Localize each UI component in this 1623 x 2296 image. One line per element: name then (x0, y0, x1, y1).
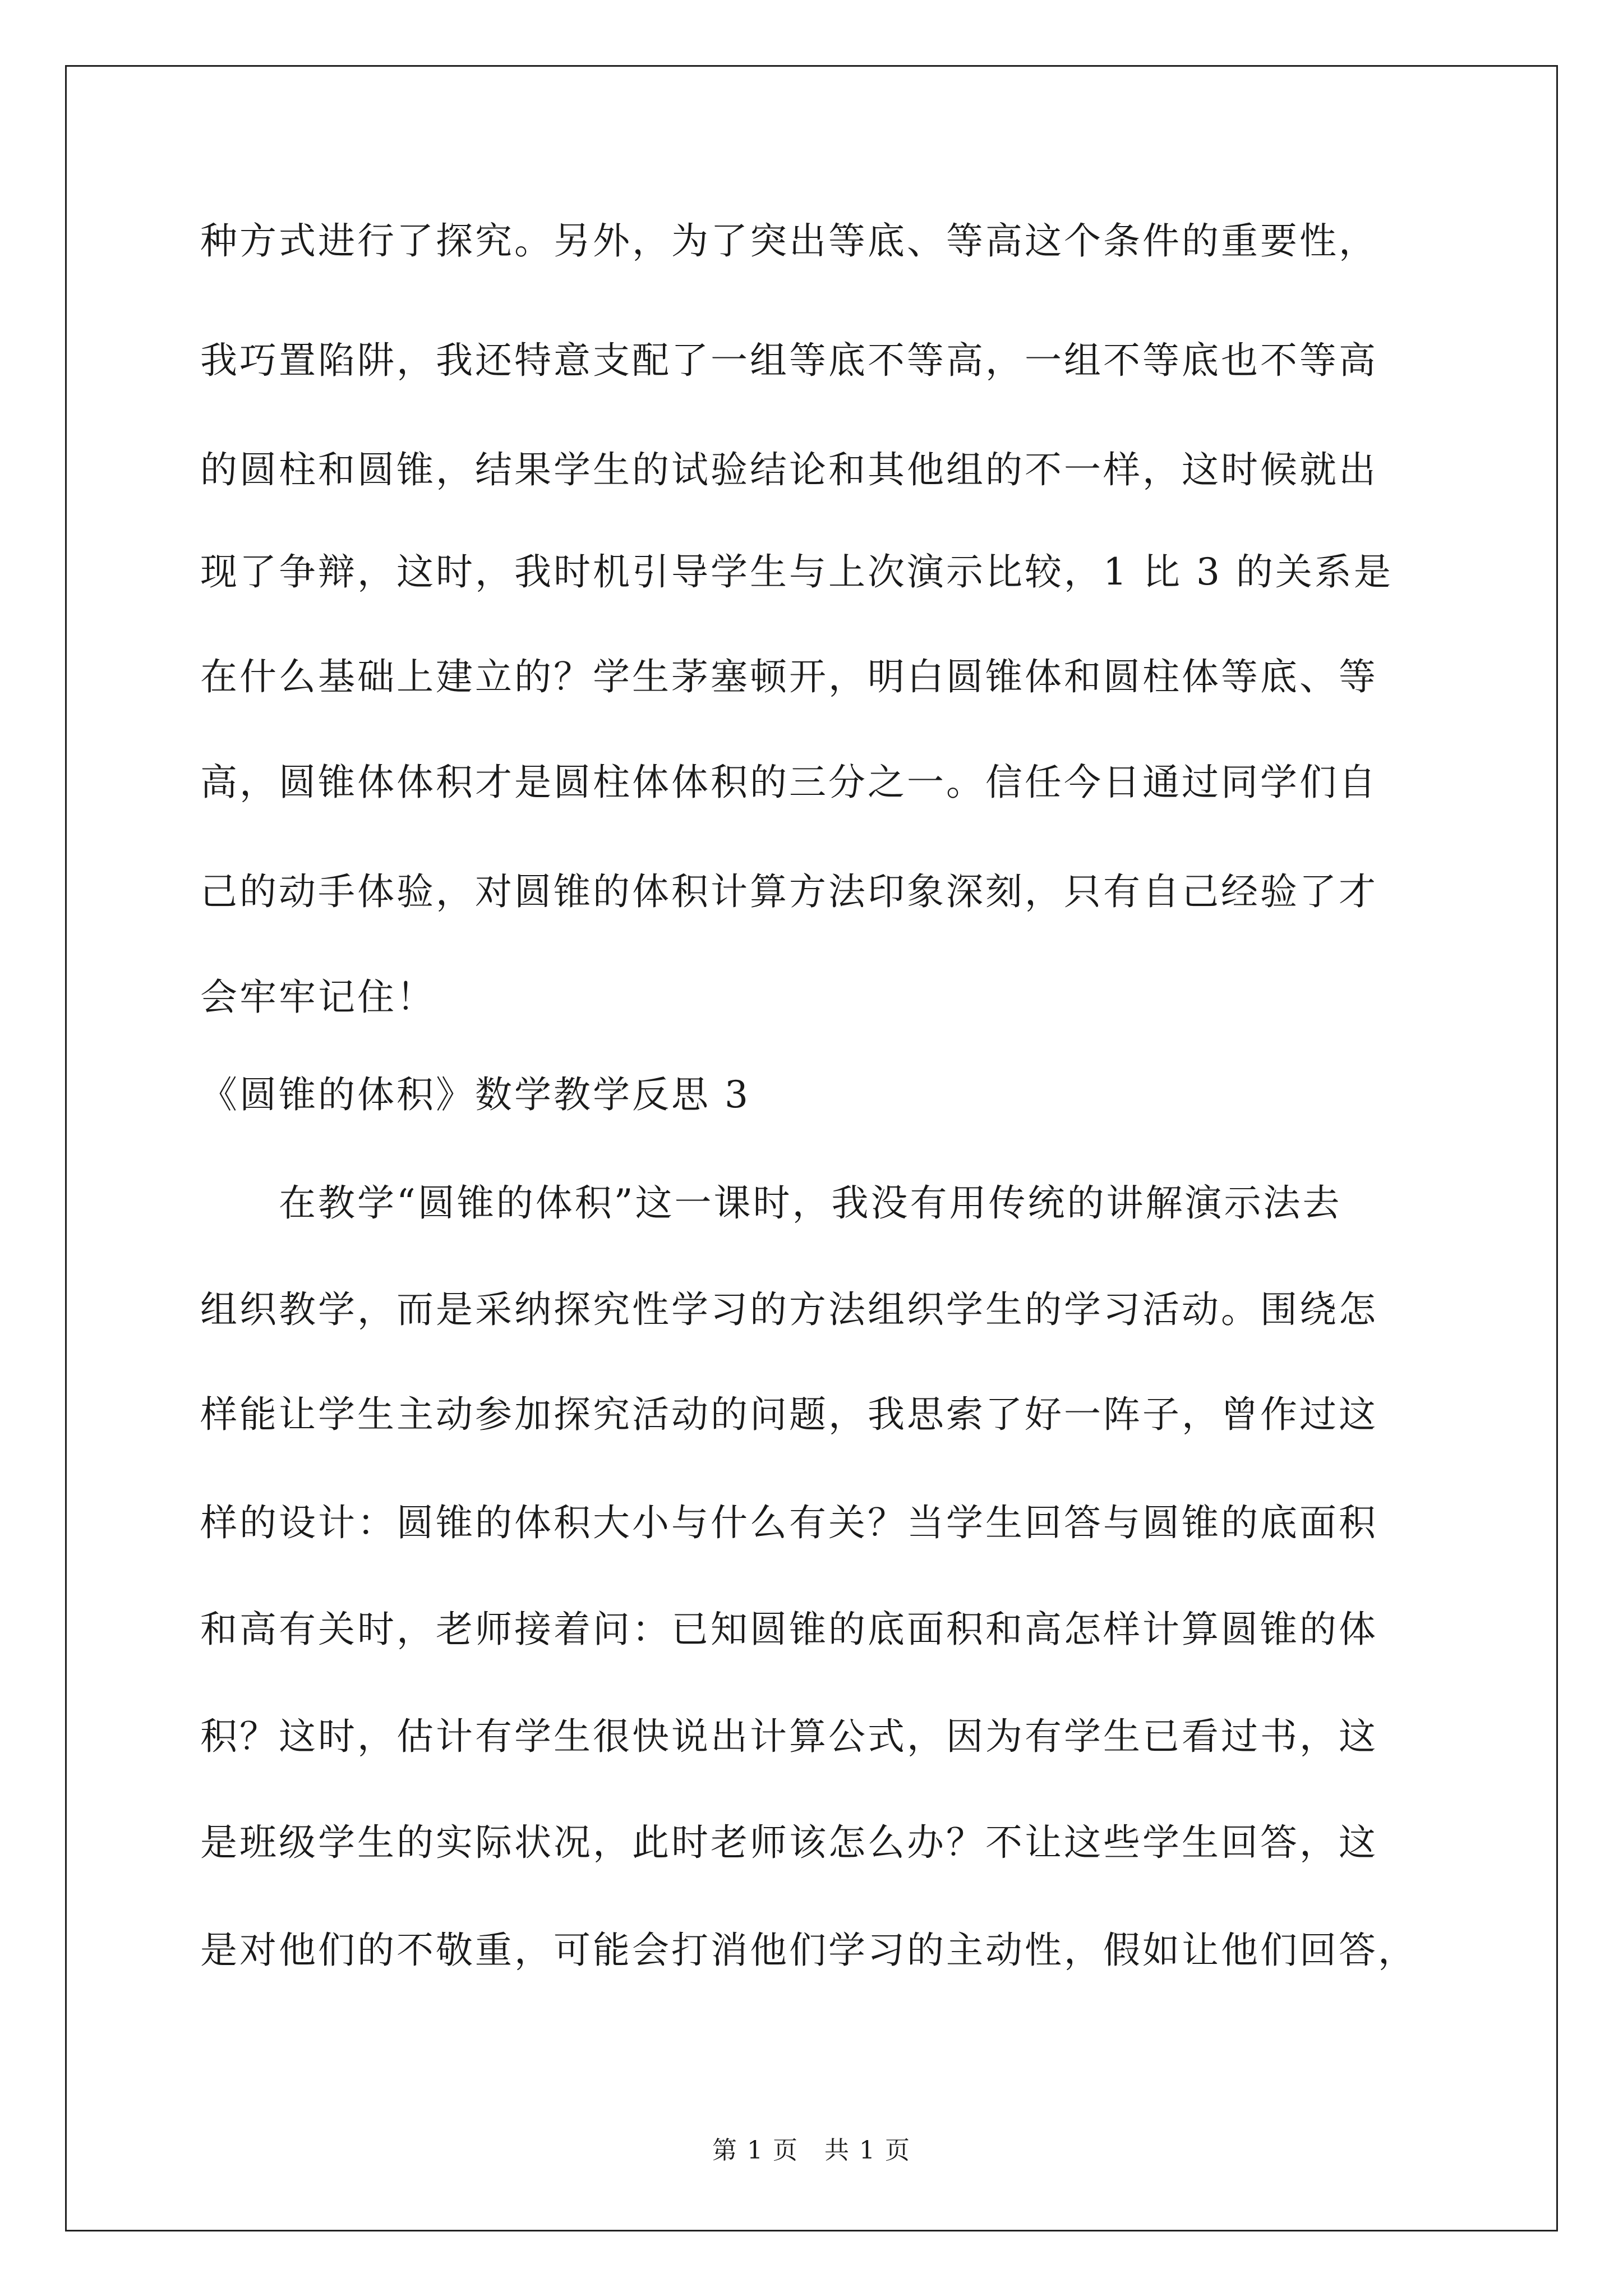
paragraph-line: 积？这时，估计有学生很快说出计算公式，因为有学生已看过书，这 (200, 1715, 1378, 1758)
paragraph-line: 我巧置陷阱，我还特意支配了一组等底不等高，一组不等底也不等高 (200, 339, 1378, 382)
section-heading: 《圆锥的体积》数学教学反思 3 (200, 1073, 750, 1116)
paragraph-line: 的圆柱和圆锥，结果学生的试验结论和其他组的不一样，这时候就出 (200, 448, 1378, 491)
paragraph-line: 是对他们的不敬重，可能会打消他们学习的主动性，假如让他们回答， (200, 1929, 1417, 1972)
paragraph-line: 在教学“圆锥的体积”这一课时，我没有用传统的讲解演示法去 (200, 1181, 1342, 1225)
page-border (65, 65, 1558, 2231)
paragraph-line: 样的设计：圆锥的体积大小与什么有关？当学生回答与圆锥的底面积 (200, 1501, 1378, 1544)
paragraph-line: 组织教学，而是采纳探究性学习的方法组织学生的学习活动。围绕怎 (200, 1288, 1378, 1331)
paragraph-line: 会牢牢记住！ (200, 976, 436, 1019)
page-number: 第 1 页 共 1 页 (712, 2136, 911, 2165)
paragraph-line: 己的动手体验，对圆锥的体积计算方法印象深刻，只有自己经验了才 (200, 870, 1378, 913)
paragraph-line: 和高有关时，老师接着问：已知圆锥的底面积和高怎样计算圆锥的体 (200, 1608, 1378, 1651)
paragraph-line: 高，圆锥体体积才是圆柱体体积的三分之一。信任今日通过同学们自 (200, 761, 1378, 804)
paragraph-line: 样能让学生主动参加探究活动的问题，我思索了好一阵子，曾作过这 (200, 1393, 1378, 1436)
paragraph-line: 现了争辩，这时，我时机引导学生与上次演示比较，1 比 3 的关系是 (200, 550, 1393, 593)
paragraph-line: 种方式进行了探究。另外，为了突出等底、等高这个条件的重要性， (200, 219, 1378, 263)
paragraph-line: 是班级学生的实际状况，此时老师该怎么办？不让这些学生回答，这 (200, 1821, 1378, 1864)
paragraph-line: 在什么基础上建立的？学生茅塞顿开，明白圆锥体和圆柱体等底、等 (200, 655, 1378, 698)
